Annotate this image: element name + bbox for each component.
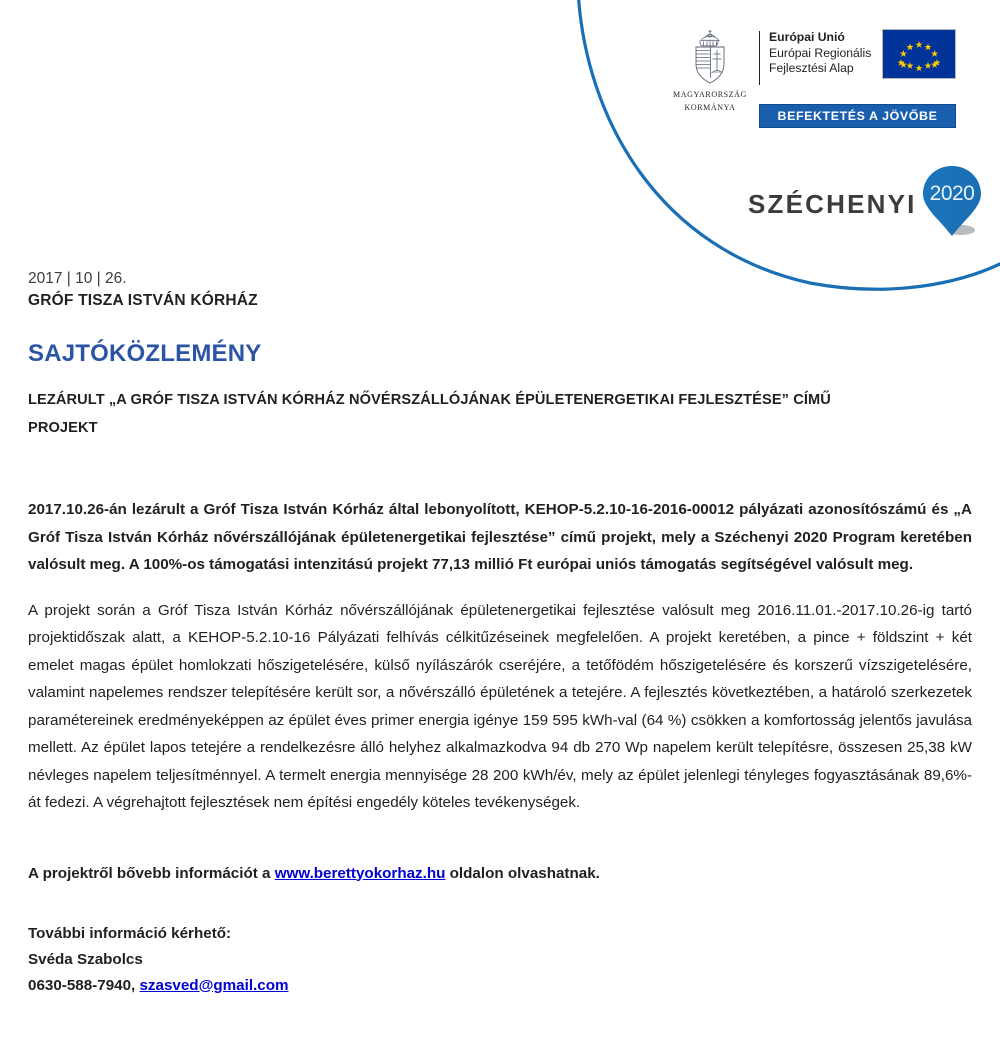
eu-text-lines <box>769 30 871 77</box>
contact-heading: További információ kérhető: <box>28 924 232 942</box>
european-union-logo <box>759 30 871 85</box>
website-link[interactable]: www.berettyokorhaz.hu <box>274 864 446 882</box>
eu-flag-icon <box>882 29 956 79</box>
hungarian-government-label <box>655 88 765 114</box>
more-info-prefix: A projektről bővebb információt a <box>28 864 275 882</box>
contact-block <box>28 921 972 999</box>
hu-gov-line-1: magyarország <box>673 88 747 100</box>
contact-email-link[interactable]: szasved@gmail.com <box>139 976 289 994</box>
hu-gov-line-2: kormánya <box>684 101 736 113</box>
contact-phone: 0630-588-7940, <box>28 976 140 994</box>
lead-paragraph: 2017.10.26-án lezárult a Gróf Tisza István Kórház által lebonyolított, KEHOP-5.2.10-16-2016-00012 pályázati azonosítószámú és „A Gróf Tisza István Kórház nővérszállójának épületenergetikai fejlesztése” című projekt, mely a Széchenyi 2020 Program keretében valósult meg. A 100%-os támogatási intenzitású projekt 77,13 millió Ft európai uniós támogatás segítségével valósult meg. <box>28 501 972 573</box>
invest-in-future-badge <box>759 104 956 128</box>
contact-name: Svéda Szabolcs <box>28 950 143 968</box>
invest-in-future-label: BEFEKTETÉS A JÖVŐBE <box>777 109 938 123</box>
publication-date: 2017 | 10 | 26. <box>28 270 127 287</box>
header-logo-block <box>655 28 975 148</box>
hungarian-coat-of-arms-icon <box>687 28 733 86</box>
eu-divider <box>759 31 760 85</box>
more-info-suffix: oldalon olvashatnak. <box>445 864 600 882</box>
szechenyi-pin-icon <box>921 164 987 240</box>
contact-phone-email <box>28 973 972 999</box>
eu-line-2: Európai Regionális <box>769 45 872 60</box>
hungarian-government-logo <box>655 28 765 114</box>
organization-name: GRÓF TISZA ISTVÁN KÓRHÁZ <box>28 292 258 309</box>
eu-line-3: Fejlesztési Alap <box>769 61 854 76</box>
eu-line-1: Európai Unió <box>769 30 845 44</box>
szechenyi-2020-logo <box>748 168 987 240</box>
project-subtitle: LEZÁRULT „A GRÓF TISZA ISTVÁN KÓRHÁZ NŐVÉRSZÁLLÓJÁNAK ÉPÜLETENERGETIKAI FEJLESZTÉSE” CÍMŰ PROJEKT <box>28 392 831 436</box>
svg-text:2020: 2020 <box>929 182 974 205</box>
page-title: SAJTÓKÖZLEMÉNY <box>28 340 262 367</box>
more-info-line <box>28 861 972 887</box>
body-paragraph: A projekt során a Gróf Tisza István Kórház nővérszállójának épületenergetikai fejlesztése valósult meg 2016.11.01.-2017.10.26-ig tartó projektidőszak alatt, a KEHOP-5.2.10-16 Pályázati felhívás célkitűzéseinek megfelelően. A projekt keretében, a pince + földszint + két emelet magas épület homlokzati hőszigetelésére, külső nyílászárók cseréjére, a tetőfödém hőszigetelésére és korszerű vízszigetelésére, valamint napelemes rendszer telepítésére került sor, a nővérszálló épületének a tetejére. A fejlesztés következtében, a határoló szerkezetek paramétereinek eredményeképpen az épület éves primer energia igénye 159 595 kWh-val (64 %) csökken a komfortosság jelentős javulása mellett. Az épület lapos tetejére a rendelkezésre álló helyhez alkalmazkodva 94 db 270 Wp napelem került telepítésre, összesen 25,38 kW névleges napelem teljesítménnyel. A termelt energia mennyisége 28 200 kWh/év, mely az épület jelenlegi tényleges fogyasztásának 89,6%-át fedezi. A végrehajtott fejlesztések nem építési engedély köteles tevékenységek. <box>28 601 972 811</box>
document-content <box>28 268 972 999</box>
szechenyi-wordmark: SZÉCHENYI <box>748 188 917 219</box>
